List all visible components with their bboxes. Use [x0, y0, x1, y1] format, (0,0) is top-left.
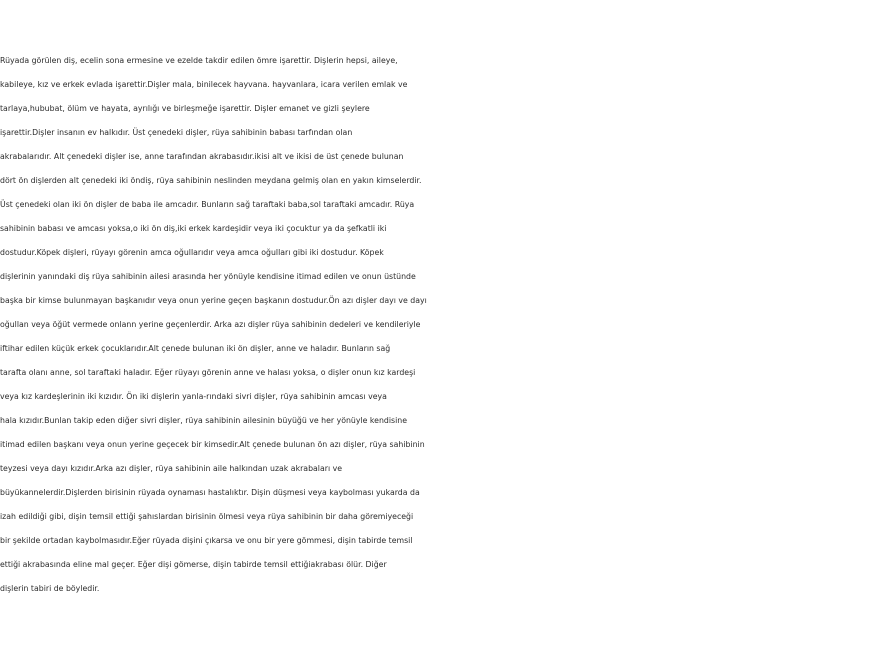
text-line: Rüyada görülen diş, ecelin sona ermesine ve ezelde takdir edilen ömre işarettir. Dişlerin hepsi, aileye,: [0, 56, 398, 65]
text-line: sahibinin babası ve amcası yoksa,o iki ön diş,iki erkek kardeşidir veya iki çocuktur ya da şefkatli iki: [0, 224, 387, 233]
document-body: [0, 49, 880, 601]
text-line: dişlerinin yanındaki diş rüya sahibinin ailesi arasında her yönüyle kendisine itimad edilen ve onun üstünde: [0, 272, 416, 281]
text-line: dört ön dişlerden alt çenedeki iki öndiş, rüya sahibinin neslinden meydana gelmiş olan en yakın kimselerdir.: [0, 176, 422, 185]
text-line: işarettir.Dişler insanın ev halkıdır. Üst çenedeki dişler, rüya sahibinin babası tarfından olan: [0, 128, 353, 137]
text-line: tarafta olanı anne, sol taraftaki haladır. Eğer rüyayı görenin anne ve halası yoksa, o dişler onun kız kardeşi: [0, 368, 416, 377]
text-line: oğullan veya öğüt vermede onlann yerine geçenlerdir. Arka azı dişler rüya sahibinin dedeleri ve kendileriyle: [0, 320, 421, 329]
text-line: hala kızıdır.Bunlan takip eden diğer sivri dişler, rüya sahibinin ailesinin büyüğü ve her yönüyle kendisine: [0, 416, 407, 425]
text-line: tarlaya,hububat, ölüm ve hayata, ayrılığı ve birleşmeğe işarettir. Dişler emanet ve gizli şeylere: [0, 104, 370, 113]
text-line: izah edildiği gibi, dişin temsil ettiği şahıslardan birisinin ölmesi veya rüya sahibinin bir daha göremiyeceği: [0, 512, 414, 521]
text-line: teyzesi veya dayı kızıdır.Arka azı dişler, rüya sahibinin aile halkından uzak akrabaları ve: [0, 464, 343, 473]
text-line: iftihar edilen küçük erkek çocuklarıdır.Alt çenede bulunan iki ön dişler, anne ve haladır. Bunların sağ: [0, 344, 391, 353]
text-line: dostudur.Köpek dişleri, rüyayı görenin amca oğullarıdır veya amca oğulları gibi iki dostudur. Köpek: [0, 248, 384, 257]
text-line: itimad edilen başkanı veya onun yerine geçecek bir kimsedir.Alt çenede bulunan ön azı dişler, rüya sahibinin: [0, 440, 425, 449]
text-line: veya kız kardeşlerinin iki kızıdır. Ön iki dişlerin yanla-rındaki sivri dişler, rüya sahibinin amcası veya: [0, 392, 387, 401]
text-line: kabileye, kız ve erkek evlada işarettir.Dişler mala, binilecek hayvana. hayvanlara, icara verilen emlak ve: [0, 80, 408, 89]
text-line: büyükannelerdir.Dişlerden birisinin rüyada oynaması hastalıktır. Dişin düşmesi veya kaybolması yukarda da: [0, 488, 420, 497]
text-line: Üst çenedeki olan iki ön dişler de baba ile amcadır. Bunların sağ taraftaki baba,sol taraftaki amcadır. Rüya: [0, 200, 415, 209]
text-line: başka bir kimse bulunmayan başkanıdır veya onun yerine geçen başkanın dostudur.Ön azı dişler dayı ve dayı: [0, 296, 427, 305]
text-line: bir şekilde ortadan kaybolmasıdır.Eğer rüyada dişini çıkarsa ve onu bir yere gömmesi, dişin tabirde temsil: [0, 536, 413, 545]
text-line: dişlerin tabiri de böyledir.: [0, 584, 100, 593]
text-line: ettiği akrabasında eline mal geçer. Eğer dişi gömerse, dişin tabirde temsil ettiğiakrabası ölür. Diğer: [0, 560, 387, 569]
text-line: akrabalarıdır. Alt çenedeki dişler ise, anne tarafından akrabasıdır.ikisi alt ve ikisi de üst çenede bulunan: [0, 152, 404, 161]
